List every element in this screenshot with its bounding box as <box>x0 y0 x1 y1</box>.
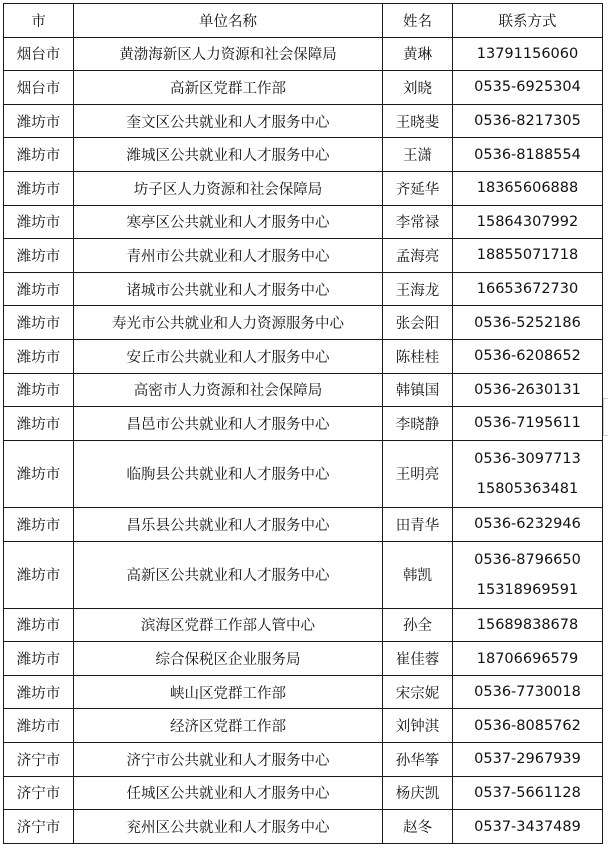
cell-name: 崔佳蓉 <box>383 642 453 676</box>
table-row <box>4 541 603 608</box>
cell-name: 黄琳 <box>383 37 453 71</box>
cell-unit: 峡山区党群工作部 <box>74 675 383 709</box>
cell-phone <box>453 507 603 541</box>
cell-unit: 奎文区公共就业和人才服务中心 <box>74 104 383 138</box>
cell-city: 烟台市 <box>4 37 74 71</box>
cell-city: 潍坊市 <box>4 608 74 642</box>
cell-unit: 临朐县公共就业和人才服务中心 <box>74 440 383 507</box>
cell-name: 王潇 <box>383 138 453 172</box>
cell-unit: 昌邑市公共就业和人才服务中心 <box>74 407 383 441</box>
cell-unit: 安丘市公共就业和人才服务中心 <box>74 339 383 373</box>
table-row <box>4 776 603 810</box>
cell-unit: 潍城区公共就业和人才服务中心 <box>74 138 383 172</box>
cell-unit: 坊子区人力资源和社会保障局 <box>74 171 383 205</box>
phone-number: 0536-8085762 <box>474 717 581 734</box>
cell-unit: 高密市人力资源和社会保障局 <box>74 373 383 407</box>
phone-number: 15805363481 <box>476 480 579 497</box>
cell-name: 宋宗妮 <box>383 675 453 709</box>
phone-number: 18855071718 <box>476 247 579 264</box>
table-row <box>4 743 603 777</box>
cell-unit: 综合保税区企业服务局 <box>74 642 383 676</box>
cell-city: 潍坊市 <box>4 306 74 340</box>
contact-table-container <box>3 3 603 844</box>
cell-unit: 寿光市公共就业和人力资源服务中心 <box>74 306 383 340</box>
cell-unit: 兖州区公共就业和人才服务中心 <box>74 810 383 844</box>
cell-city: 济宁市 <box>4 743 74 777</box>
phone-number: 0537-2967939 <box>474 751 581 768</box>
cell-name: 王晓斐 <box>383 104 453 138</box>
cell-unit: 青州市公共就业和人才服务中心 <box>74 239 383 273</box>
phone-number: 0536-8796650 <box>474 551 581 568</box>
cell-name: 杨庆凯 <box>383 776 453 810</box>
phone-number: 0536-8188554 <box>474 146 581 163</box>
phone-number: 0536-6232946 <box>474 516 581 533</box>
table-row <box>4 339 603 373</box>
cell-city: 潍坊市 <box>4 541 74 608</box>
cell-phone <box>453 373 603 407</box>
cell-phone <box>453 675 603 709</box>
cell-phone <box>453 239 603 273</box>
phone-number: 0537-3437489 <box>474 818 581 835</box>
table-row <box>4 675 603 709</box>
cell-name: 陈桂桂 <box>383 339 453 373</box>
cell-city: 潍坊市 <box>4 171 74 205</box>
phone-number: 15864307992 <box>476 213 579 230</box>
phone-number: 15689838678 <box>476 616 579 633</box>
cell-phone <box>453 743 603 777</box>
cell-unit: 黄渤海新区人力资源和社会保障局 <box>74 37 383 71</box>
cell-phone <box>453 37 603 71</box>
cell-name: 田青华 <box>383 507 453 541</box>
cell-phone <box>453 440 603 507</box>
cell-phone <box>453 205 603 239</box>
cell-phone <box>453 339 603 373</box>
table-row <box>4 306 603 340</box>
cell-unit: 济宁市公共就业和人才服务中心 <box>74 743 383 777</box>
header-phone: 联系方式 <box>453 4 603 38</box>
header-name: 姓名 <box>383 4 453 38</box>
cell-city: 烟台市 <box>4 71 74 105</box>
cell-city: 潍坊市 <box>4 272 74 306</box>
cell-city: 潍坊市 <box>4 239 74 273</box>
phone-number: 0536-6208652 <box>474 348 581 365</box>
cell-name: 张会阳 <box>383 306 453 340</box>
cell-name: 李常禄 <box>383 205 453 239</box>
header-city: 市 <box>4 4 74 38</box>
cell-city: 潍坊市 <box>4 675 74 709</box>
table-row <box>4 239 603 273</box>
cell-unit: 寒亭区公共就业和人才服务中心 <box>74 205 383 239</box>
cell-phone <box>453 71 603 105</box>
cell-name: 刘钟淇 <box>383 709 453 743</box>
table-row <box>4 608 603 642</box>
cell-unit: 滨海区党群工作部人管中心 <box>74 608 383 642</box>
phone-number: 0536-2630131 <box>474 381 581 398</box>
cell-name: 李晓静 <box>383 407 453 441</box>
cell-name: 王海龙 <box>383 272 453 306</box>
cell-phone <box>453 272 603 306</box>
cell-name: 孙华筝 <box>383 743 453 777</box>
cell-name: 齐延华 <box>383 171 453 205</box>
phone-number: 15318969591 <box>476 581 579 598</box>
table-header-row <box>4 4 603 38</box>
phone-number: 0536-7195611 <box>474 415 581 432</box>
cell-phone <box>453 541 603 608</box>
cell-unit: 昌乐县公共就业和人才服务中心 <box>74 507 383 541</box>
table-row <box>4 810 603 844</box>
page-edge-marker <box>603 398 608 436</box>
table-row <box>4 171 603 205</box>
cell-city: 潍坊市 <box>4 104 74 138</box>
phone-number: 0535-6925304 <box>474 79 581 96</box>
cell-unit: 高新区公共就业和人才服务中心 <box>74 541 383 608</box>
phone-number: 16653672730 <box>476 281 579 298</box>
cell-city: 潍坊市 <box>4 440 74 507</box>
cell-phone <box>453 642 603 676</box>
cell-city: 潍坊市 <box>4 138 74 172</box>
phone-number: 0536-7730018 <box>474 684 581 701</box>
cell-city: 潍坊市 <box>4 205 74 239</box>
table-row <box>4 373 603 407</box>
cell-name: 孙全 <box>383 608 453 642</box>
header-unit: 单位名称 <box>74 4 383 38</box>
cell-city: 潍坊市 <box>4 642 74 676</box>
cell-phone <box>453 407 603 441</box>
phone-number: 0536-5252186 <box>474 314 581 331</box>
cell-city: 潍坊市 <box>4 407 74 441</box>
cell-phone <box>453 709 603 743</box>
cell-phone <box>453 306 603 340</box>
table-row <box>4 104 603 138</box>
phone-number: 0537-5661128 <box>474 784 581 801</box>
cell-city: 济宁市 <box>4 810 74 844</box>
cell-phone <box>453 608 603 642</box>
cell-unit: 经济区党群工作部 <box>74 709 383 743</box>
table-row <box>4 507 603 541</box>
cell-name: 王明亮 <box>383 440 453 507</box>
cell-phone <box>453 171 603 205</box>
cell-name: 赵冬 <box>383 810 453 844</box>
cell-phone <box>453 810 603 844</box>
table-row <box>4 709 603 743</box>
table-row <box>4 37 603 71</box>
table-row <box>4 205 603 239</box>
cell-name: 刘晓 <box>383 71 453 105</box>
table-row <box>4 138 603 172</box>
phone-number: 0536-3097713 <box>474 450 581 467</box>
table-row <box>4 642 603 676</box>
cell-phone <box>453 138 603 172</box>
cell-city: 潍坊市 <box>4 507 74 541</box>
cell-city: 潍坊市 <box>4 339 74 373</box>
phone-number: 18706696579 <box>476 650 579 667</box>
cell-name: 孟海亮 <box>383 239 453 273</box>
table-body <box>4 37 603 843</box>
phone-number: 13791156060 <box>476 45 579 62</box>
table-row <box>4 272 603 306</box>
cell-city: 潍坊市 <box>4 373 74 407</box>
cell-name: 韩凯 <box>383 541 453 608</box>
cell-phone <box>453 104 603 138</box>
table-row <box>4 71 603 105</box>
table-row <box>4 407 603 441</box>
cell-city: 济宁市 <box>4 776 74 810</box>
phone-number: 0536-8217305 <box>474 113 581 130</box>
cell-unit: 高新区党群工作部 <box>74 71 383 105</box>
table-row <box>4 440 603 507</box>
phone-number: 18365606888 <box>476 180 579 197</box>
cell-city: 潍坊市 <box>4 709 74 743</box>
cell-name: 韩镇国 <box>383 373 453 407</box>
cell-unit: 诸城市公共就业和人才服务中心 <box>74 272 383 306</box>
cell-phone <box>453 776 603 810</box>
contact-table <box>3 3 603 844</box>
cell-unit: 任城区公共就业和人才服务中心 <box>74 776 383 810</box>
